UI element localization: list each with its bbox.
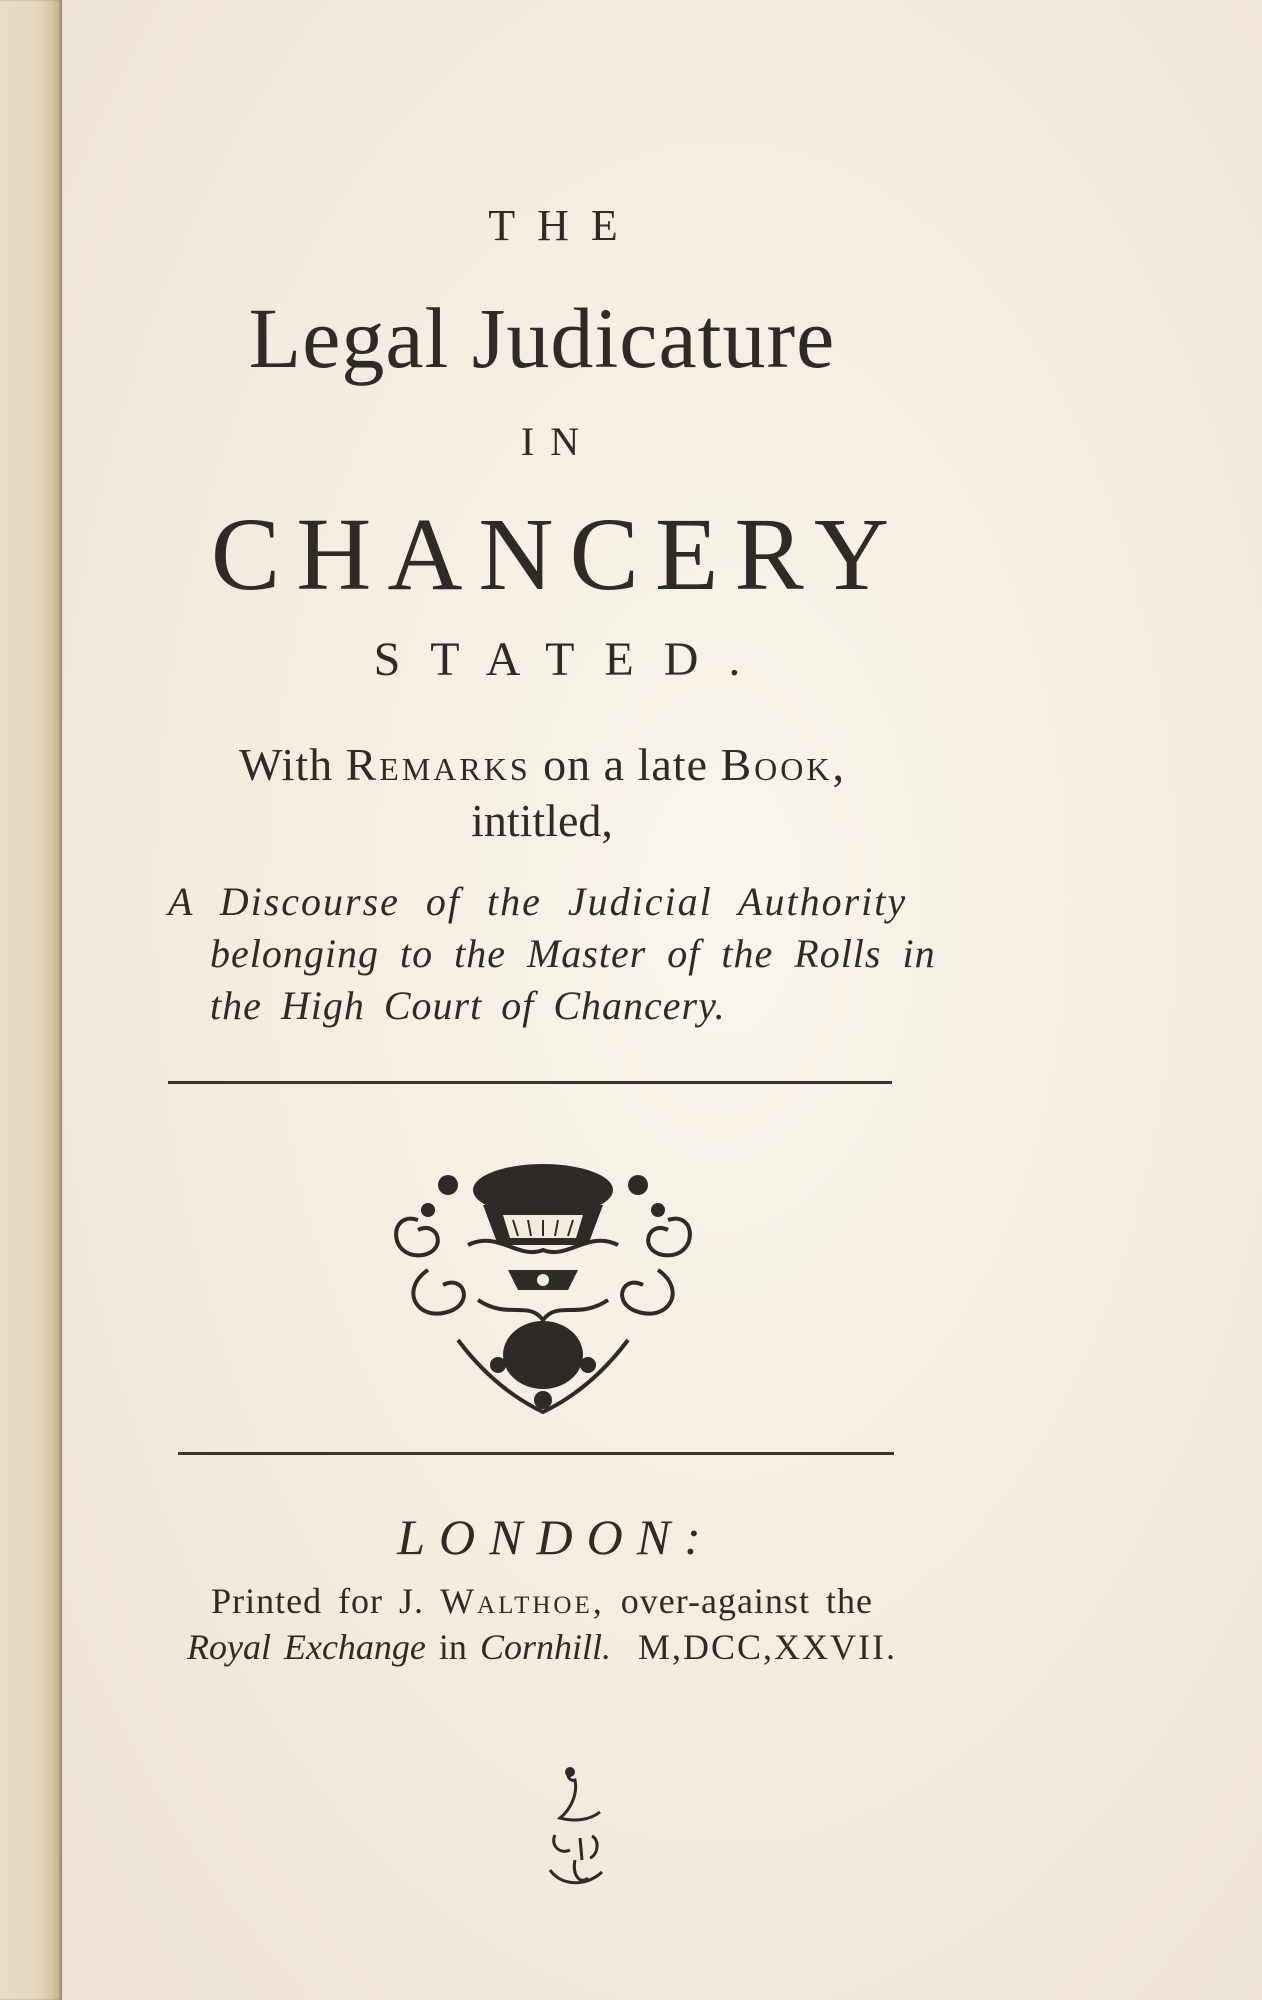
imprint-address-line xyxy=(62,1626,1022,1668)
top-rule xyxy=(168,1081,892,1084)
discourse-line-2: belonging to the Master of the Rolls in xyxy=(210,931,936,976)
printer-name: Walthoe, xyxy=(440,1581,605,1621)
discourse-line-1: A Discourse of the Judicial Authority xyxy=(168,879,908,924)
book-spine-edge xyxy=(0,0,62,2000)
bottom-rule xyxy=(178,1452,894,1455)
imprint-date: M,DCC,XXVII. xyxy=(637,1627,897,1667)
remarks-suffix: , xyxy=(832,739,845,790)
printed-prefix: Printed for J. xyxy=(211,1581,425,1621)
title-legal-judicature: Legal Judicature xyxy=(248,290,836,386)
in-word: in xyxy=(438,1627,467,1667)
remarks-book: Book xyxy=(720,739,833,790)
royal-exchange: Royal Exchange xyxy=(187,1627,426,1667)
subtitle-intitled: intitled, xyxy=(471,795,613,846)
imprint-printer-line xyxy=(62,1580,1022,1622)
remarks-prefix: With xyxy=(238,739,334,790)
cornhill: Cornhill. xyxy=(479,1627,611,1667)
printers-ornament-icon xyxy=(378,1150,708,1420)
subtitle-remarks xyxy=(62,738,1022,791)
discourse-line-3: the High Court of Chancery. xyxy=(210,983,726,1028)
title-in: IN xyxy=(520,419,596,464)
title-stated: STATED. xyxy=(373,633,771,686)
imprint-place: LONDON: xyxy=(397,1509,715,1565)
printed-suffix: over-against the xyxy=(620,1581,873,1621)
remarks-word: Remarks xyxy=(345,739,531,790)
title-chancery: CHANCERY xyxy=(210,497,906,612)
title-the: THE xyxy=(488,201,640,250)
library-stamp-icon xyxy=(530,1760,630,1900)
remarks-middle: on a late xyxy=(543,739,708,790)
